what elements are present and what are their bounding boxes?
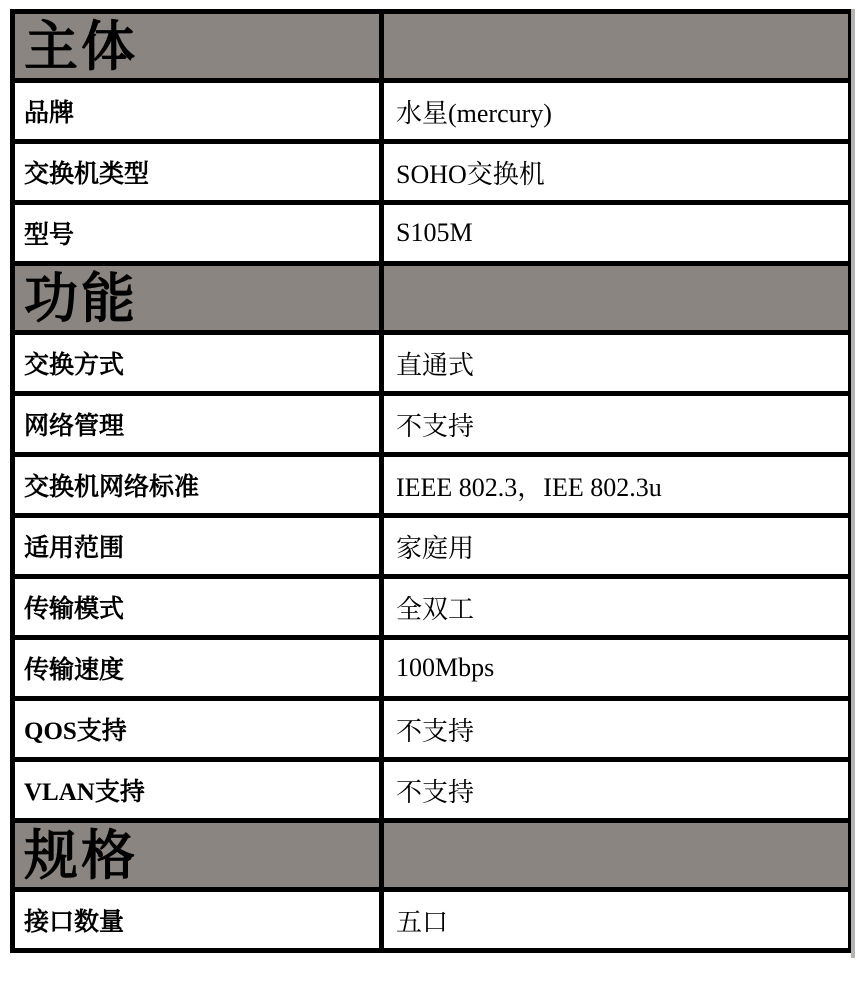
spec-value: 水星(mercury) [396, 98, 552, 128]
spec-value: 不支持 [396, 777, 475, 807]
section-header-spacer [384, 823, 848, 887]
spec-label: 接口数量 [24, 909, 125, 936]
spec-row-port-count [15, 892, 848, 948]
spec-row-transmission-mode [15, 579, 848, 640]
product-spec-table [10, 9, 853, 953]
spec-value: 家庭用 [396, 533, 475, 563]
spec-label-cell [15, 335, 384, 391]
spec-label-cell [15, 892, 384, 948]
spec-label: VLAN支持 [24, 779, 145, 806]
spec-value-cell [384, 457, 848, 513]
spec-row-network-standard [15, 457, 848, 518]
right-edge-shadow [851, 9, 855, 958]
spec-row-brand [15, 83, 848, 144]
spec-row-vlan-support [15, 762, 848, 823]
spec-row-applicable-range [15, 518, 848, 579]
section-header-title-cell [15, 14, 384, 78]
spec-label-cell [15, 579, 384, 635]
spec-row-switching-method [15, 335, 848, 396]
spec-label-cell [15, 205, 384, 261]
section-header-spec [15, 823, 848, 892]
section-header-spacer [384, 266, 848, 330]
spec-label-cell [15, 144, 384, 200]
spec-label-cell [15, 762, 384, 818]
spec-row-model [15, 205, 848, 266]
spec-label: 品牌 [24, 100, 75, 127]
spec-label: 交换机网络标准 [24, 474, 200, 501]
section-title-function: 功能 [24, 267, 138, 330]
spec-label: 传输模式 [24, 596, 125, 623]
spec-value: S105M [396, 218, 473, 247]
section-header-title-cell [15, 266, 384, 330]
section-header-spacer [384, 14, 848, 78]
spec-value-cell [384, 518, 848, 574]
spec-row-transmission-speed [15, 640, 848, 701]
spec-value-cell [384, 396, 848, 452]
spec-row-network-management [15, 396, 848, 457]
spec-value-cell [384, 640, 848, 696]
spec-value-cell [384, 144, 848, 200]
spec-value-cell [384, 335, 848, 391]
section-title-spec: 规格 [24, 824, 138, 887]
spec-label: 交换机类型 [24, 161, 150, 188]
spec-label-cell [15, 640, 384, 696]
spec-value: 五口 [396, 907, 449, 937]
spec-label: 传输速度 [24, 657, 125, 684]
spec-value: SOHO交换机 [396, 159, 545, 189]
section-header-main [15, 14, 848, 83]
spec-value: 不支持 [396, 716, 475, 746]
spec-label: 网络管理 [24, 413, 125, 440]
spec-label-cell [15, 457, 384, 513]
section-title-main: 主体 [24, 15, 138, 78]
spec-label-cell [15, 518, 384, 574]
spec-label: 适用范围 [24, 535, 125, 562]
spec-value-cell [384, 205, 848, 261]
section-header-function [15, 266, 848, 335]
spec-value: 直通式 [396, 350, 475, 380]
spec-label-cell [15, 701, 384, 757]
spec-value: IEEE 802.3，IEE 802.3u [396, 472, 662, 502]
spec-value-cell [384, 83, 848, 139]
spec-row-switch-type [15, 144, 848, 205]
spec-value-cell [384, 762, 848, 818]
section-header-title-cell [15, 823, 384, 887]
spec-label-cell [15, 83, 384, 139]
spec-row-qos-support [15, 701, 848, 762]
spec-label: 型号 [24, 222, 75, 249]
spec-value-cell [384, 579, 848, 635]
spec-label-cell [15, 396, 384, 452]
spec-value-cell [384, 701, 848, 757]
spec-value-cell [384, 892, 848, 948]
spec-value: 全双工 [396, 594, 475, 624]
spec-value: 100Mbps [396, 653, 495, 682]
spec-label: QOS支持 [24, 718, 127, 745]
spec-value: 不支持 [396, 411, 475, 441]
spec-label: 交换方式 [24, 352, 125, 379]
